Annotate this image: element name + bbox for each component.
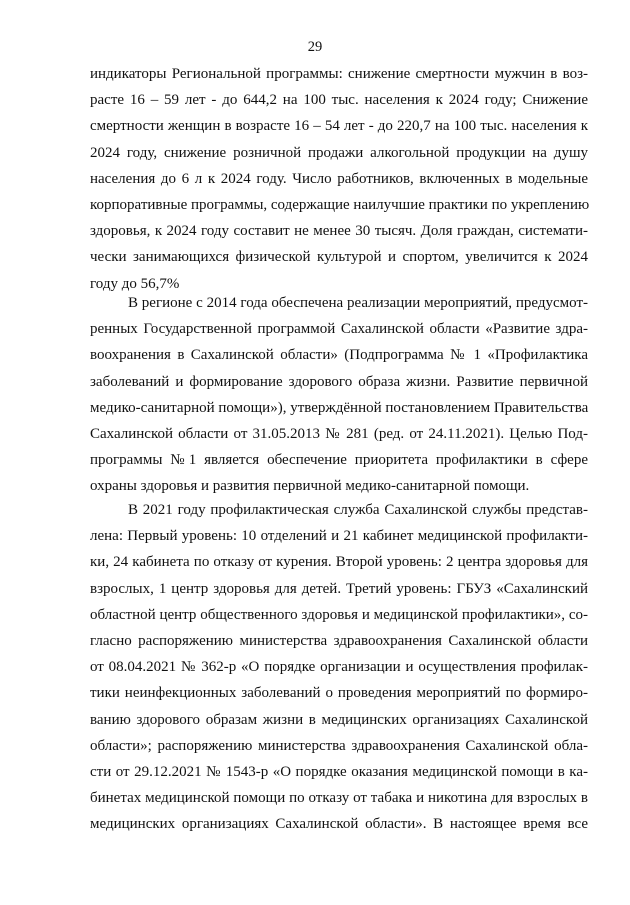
text-line: чески занимающихся физической культурой и спортом, увеличится к 2024 [90,249,588,266]
page-number: 29 [307,39,323,55]
text-line: В регионе с 2014 года обеспечена реализации мероприятий, предусмот- [128,295,588,311]
text-line: от 08.04.2021 № 362-р «О порядке организации и осуществления профилак- [90,659,588,676]
paragraph-state-program [90,290,588,500]
text-line: 2024 году, снижение розничной продажи алкогольной продукции на душу [90,144,588,161]
text-line: Сахалинской области от 31.05.2013 № 281 (ред. от 24.11.2021). Целью Под- [90,425,588,442]
text-line: тики неинфекционных заболеваний о проведения мероприятий по формиро- [90,685,588,702]
text-line: году до 56,7% [90,275,180,292]
text-line: В 2021 году профилактическая служба Сахалинской службы представ- [128,502,588,518]
text-line: населения до 6 л к 2024 году. Число работников, включенных в модельные [90,170,588,187]
text-line: медико-санитарной помощи»), утверждённой постановлением Правительства [90,399,589,416]
paragraph-regional-program-indicators [90,61,588,297]
text-line: корпоративные программы, содержащие наилучшие практики по укреплению [90,196,590,213]
text-line: медицинских организациях Сахалинской области». В настоящее время все [90,816,588,833]
text-line: ванию здорового образам жизни в медицинских организациях Сахалинской [90,711,588,728]
text-line: сти от 29.12.2021 № 1543-р «О порядке оказания медицинской помощи в ка- [90,763,588,780]
text-line: охраны здоровья и развития первичной медико-санитарной помощи. [90,478,530,495]
text-line: гласно распоряжению министерства здравоохранения Сахалинской области [90,632,588,649]
text-line: ки, 24 кабинета по отказу от курения. Второй уровень: 2 центра здоровья для [90,554,588,571]
text-line: заболеваний и формирование здорового образа жизни. Развитие первичной [90,373,588,390]
text-line: программы №1 является обеспечение приоритета профилактики в сфере [90,452,588,469]
text-line: лена: Первый уровень: 10 отделений и 21 кабинет медицинской профилакти- [90,528,588,545]
text-line: индикаторы Региональной программы: снижение смертности мужчин в воз- [90,66,588,82]
text-line: областной центр общественного здоровья и медицинской профилактики», со- [90,606,588,623]
text-line: бинетах медицинской помощи по отказу от табака и никотина для взрослых в [90,790,588,807]
text-line: взрослых, 1 центр здоровья для детей. Третий уровень: ГБУЗ «Сахалинский [90,580,588,597]
text-line: воохранения в Сахалинской области» (Подпрограмма № 1 «Профилактика [90,347,588,364]
paragraph-prevention-service [90,497,588,837]
text-line: расте 16 – 59 лет - до 644,2 на 100 тыс. населения к 2024 году; Снижение [90,92,588,109]
text-line: ренных Государственной программой Сахалинской области «Развитие здра- [90,321,588,338]
text-line: смертности женщин в возрасте 16 – 54 лет - до 220,7 на 100 тыс. населения к [90,118,588,135]
text-line: области»; распоряжению министерства здравоохранения Сахалинской обла- [90,737,588,754]
text-line: здоровья, к 2024 году составит не менее 30 тысяч. Доля граждан, системати- [90,223,588,240]
